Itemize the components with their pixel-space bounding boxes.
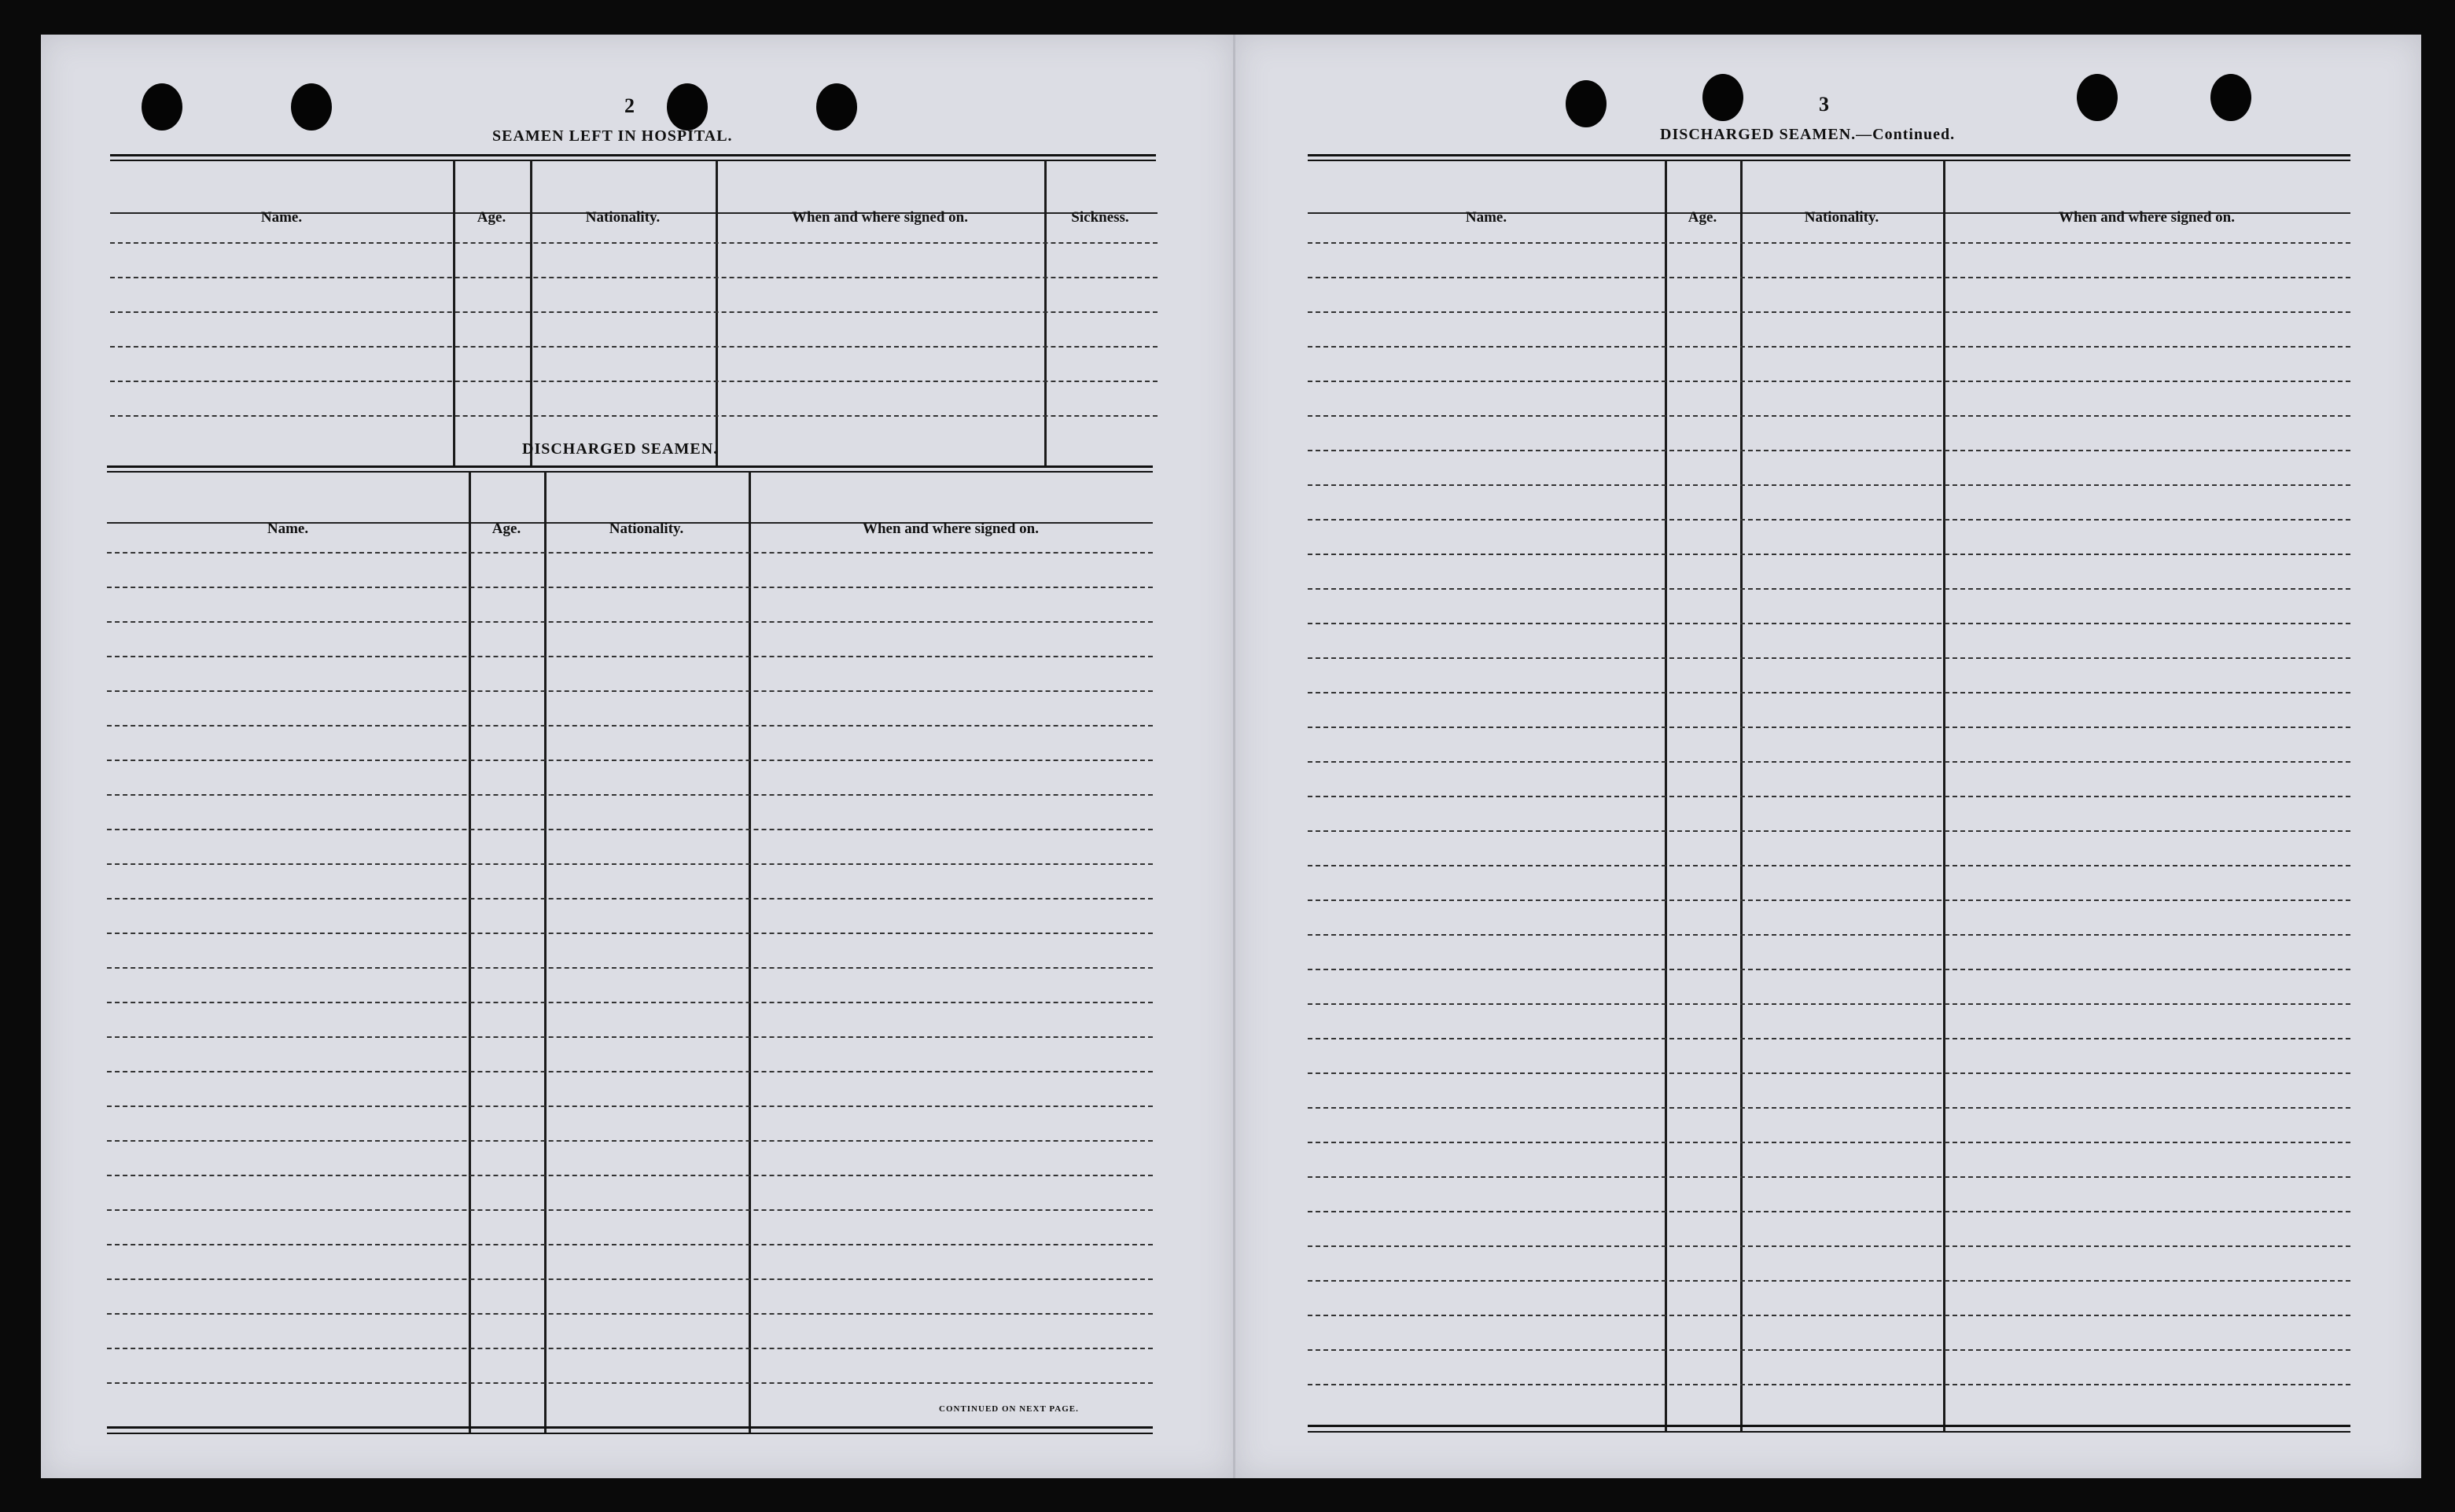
- blank-row-line: [107, 552, 1153, 554]
- blank-row-line: [1308, 588, 2350, 590]
- punch-hole-icon: [142, 83, 182, 131]
- continued-col-signed-on: When and where signed on.: [2058, 209, 2235, 226]
- blank-row-line: [107, 1209, 1153, 1211]
- blank-row-line: [107, 967, 1153, 969]
- blank-row-line: [1308, 1211, 2350, 1212]
- blank-row-line: [107, 587, 1153, 588]
- discharged-col-name: Name.: [267, 521, 309, 537]
- punch-hole-icon: [2077, 74, 2118, 121]
- punch-hole-icon: [2210, 74, 2251, 121]
- blank-row-line: [1308, 796, 2350, 797]
- blank-row-line: [1308, 1176, 2350, 1178]
- blank-row-line: [1308, 865, 2350, 866]
- right-page: [1233, 35, 2421, 1478]
- hospital-col-nationality: Nationality.: [585, 209, 661, 226]
- blank-row-line: [1308, 346, 2350, 348]
- blank-row-line: [1308, 1280, 2350, 1282]
- blank-row-line: [107, 1348, 1153, 1349]
- continued-col-nationality: Nationality.: [1804, 209, 1879, 226]
- blank-row-line: [1308, 311, 2350, 313]
- continued-col-age: Age.: [1688, 209, 1717, 226]
- blank-row-line: [1308, 934, 2350, 936]
- discharged-col-age: Age.: [491, 521, 521, 537]
- blank-row-line: [1308, 519, 2350, 521]
- blank-row-line: [1308, 242, 2350, 244]
- blank-row-line: [1308, 1038, 2350, 1039]
- punch-hole-icon: [667, 83, 708, 131]
- blank-row-line: [1308, 969, 2350, 970]
- hospital-col-signed-on: When and where signed on.: [791, 209, 968, 226]
- punch-hole-icon: [816, 83, 857, 131]
- discharged-table: [107, 465, 1153, 1440]
- blank-row-line: [1308, 692, 2350, 693]
- blank-row-line: [1308, 415, 2350, 417]
- blank-row-line: [1308, 1107, 2350, 1109]
- blank-row-line: [1308, 761, 2350, 763]
- blank-row-line: [1308, 450, 2350, 451]
- blank-row-line: [1308, 1003, 2350, 1005]
- blank-row-line: [107, 898, 1153, 899]
- blank-row-line: [107, 933, 1153, 934]
- blank-row-line: [1308, 727, 2350, 728]
- blank-row-line: [1308, 657, 2350, 659]
- blank-row-line: [107, 656, 1153, 657]
- blank-row-line: [1308, 1072, 2350, 1074]
- discharged-continued-title: DISCHARGED SEAMEN.—Continued.: [1660, 126, 1956, 143]
- blank-row-line: [1308, 554, 2350, 555]
- blank-row-line: [1308, 1142, 2350, 1143]
- blank-row-line: [107, 690, 1153, 692]
- punch-hole-icon: [291, 83, 332, 131]
- discharged-section-title: DISCHARGED SEAMEN.: [522, 440, 719, 458]
- hospital-col-age: Age.: [477, 209, 506, 226]
- blank-row-line: [1308, 1384, 2350, 1385]
- blank-row-line: [1308, 899, 2350, 901]
- blank-row-line: [1308, 1315, 2350, 1316]
- blank-row-line: [107, 1175, 1153, 1176]
- blank-row-line: [107, 863, 1153, 865]
- discharged-col-signed-on: When and where signed on.: [862, 521, 1039, 537]
- blank-row-line: [1308, 1245, 2350, 1247]
- blank-row-line: [1308, 623, 2350, 624]
- blank-row-line: [107, 760, 1153, 761]
- blank-row-line: [107, 1278, 1153, 1280]
- punch-hole-icon: [1702, 74, 1743, 121]
- blank-row-line: [107, 1140, 1153, 1142]
- blank-row-line: [1308, 1349, 2350, 1351]
- hospital-col-sickness: Sickness.: [1071, 209, 1129, 226]
- blank-row-line: [107, 1036, 1153, 1038]
- blank-row-line: [107, 1105, 1153, 1107]
- blank-row-line: [107, 725, 1153, 727]
- blank-row-line: [107, 794, 1153, 796]
- hospital-table: [110, 154, 1156, 465]
- blank-row-line: [1308, 381, 2350, 382]
- discharged-col-nationality: Nationality.: [609, 521, 684, 537]
- blank-row-line: [107, 1071, 1153, 1072]
- blank-row-line: [1308, 277, 2350, 278]
- hospital-col-name: Name.: [260, 209, 303, 226]
- page-number: 3: [1819, 93, 1829, 116]
- blank-row-line: [107, 1002, 1153, 1003]
- hospital-section-title: SEAMEN LEFT IN HOSPITAL.: [492, 127, 733, 145]
- discharged-continued-table: [1308, 154, 2350, 1437]
- continued-col-name: Name.: [1465, 209, 1507, 226]
- blank-row-line: [1308, 484, 2350, 486]
- blank-row-line: [107, 1313, 1153, 1315]
- blank-row-line: [107, 621, 1153, 623]
- punch-hole-icon: [1566, 80, 1607, 127]
- blank-row-line: [107, 829, 1153, 830]
- blank-row-line: [1308, 830, 2350, 832]
- continued-footer: CONTINUED ON NEXT PAGE.: [939, 1404, 1079, 1414]
- page-number: 2: [624, 94, 635, 117]
- left-page: [41, 35, 1233, 1478]
- blank-row-line: [107, 1244, 1153, 1245]
- blank-row-line: [107, 1382, 1153, 1384]
